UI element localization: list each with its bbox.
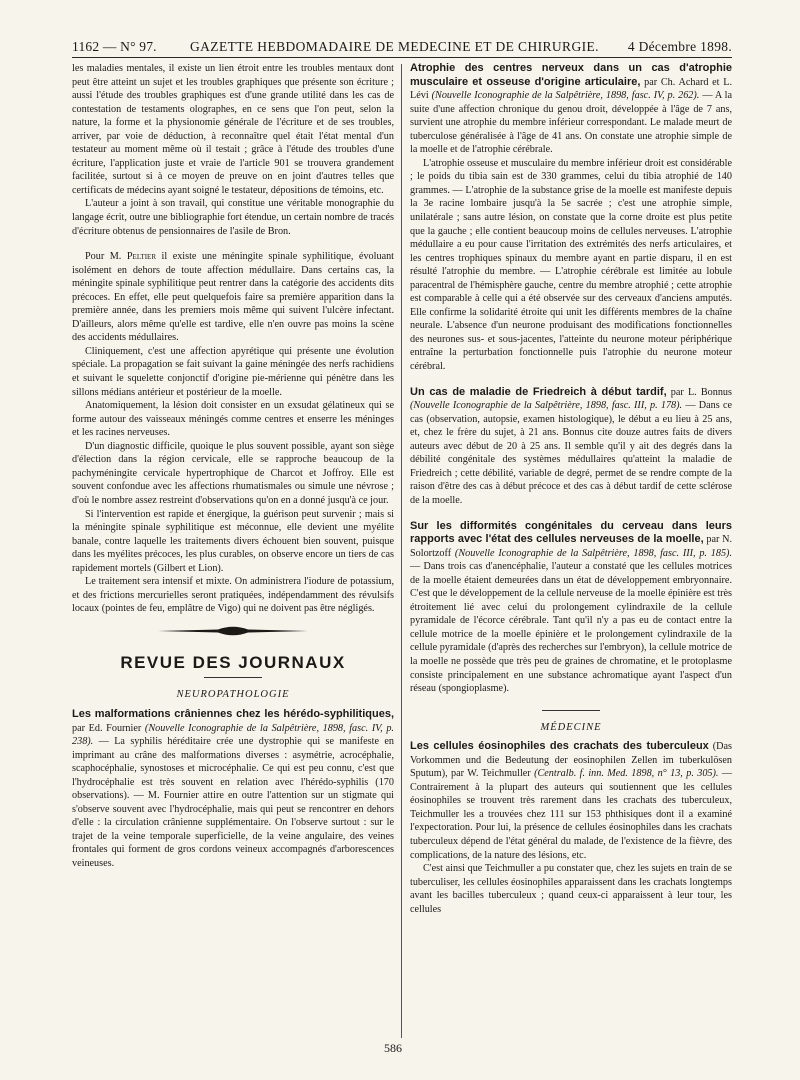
article-author: par Ch. Achard et L. Lévi (410, 76, 733, 102)
running-header (72, 38, 732, 58)
article (410, 62, 732, 157)
article-reference: (Das Vorkommen und die Bedeutung der eosinophilen Zellen im tuberkulösen Sputum), (410, 741, 732, 780)
section-title: REVUE DES JOURNAUX (120, 652, 346, 672)
article-author: par W. Teichmuller (451, 768, 531, 780)
ornament-divider-icon (158, 624, 308, 638)
issue-number: 1162 — N° 97. (72, 39, 157, 54)
divider (542, 710, 600, 711)
article-body: — Dans ce cas (observation, autopsie, examen histologique), le début a eu lieu à 25 ans, et, chez le frère du sujet, à 21 ans. Bonnus cite douze autres faits de divers auteurs avec début de 20 à 25 ans. Il semble qu'il y ait des degrés dans la débilité congénitale des systèmes médullaires qu'atteint la maladie de Friedreich ; cette débilité, variable de degré, permet de se rendre compte de la raison d'être des cas à début précoce et des cas à début tardif de cette sclérose de la moelle. (410, 400, 733, 506)
journal-title: GAZETTE HEBDOMADAIRE DE MEDECINE ET DE CHIRURGIE. (190, 39, 599, 54)
article-author: par L. Bonnus (670, 386, 732, 398)
article-title: Les cellules éosinophiles des crachats des tuberculeux (410, 740, 709, 753)
article-body: — Dans trois cas d'anencéphalie, l'auteur a constaté que les cellules motrices de la moelle étaient demeurées dans un état de développement embryonnaire. C'est que le développement de la cellule nerveuse de la moelle épinière est très étroitement lié avec celui du prolongement cylindraxile de la cellule pyramidale de l'écorce cérébrale. Tant qu'il n'y a pas eu de contact entre la cellule motrice de la moelle épinière et le prolongement cylindraxile de la cellule pyramidale (d'après des recherches sur l'embryon), la cellule motrice de la moelle ne possède que très peu de graines de chromatine, et le protoplasme consiste principalement en une substance achromatique ayant l'aspect d'un réseau (spongioplasme). (410, 561, 732, 695)
paragraph: Cliniquement, c'est une affection apyrétique qui présente une évolution spéciale. La propagation se fait suivant la gaine méningée des nerfs rachidiens et suivant le squelette conjonctif d'origine pie-mérienne qui pénètre dans les sillons médians antérieur et postérieur de la moelle. (72, 345, 394, 398)
article (410, 386, 732, 508)
article-title: Sur les difformités congénitales du cerveau dans leurs rapports avec l'état des cellules nerveuses de la moelle, (410, 519, 732, 546)
paragraph: D'un diagnostic difficile, quoique le plus souvent possible, ayant son siège d'élection dans la région cervicale, elle se rapproche beaucoup de la pachyméningite cervicale hypertrophique de Charcot et Joffroy. Elle est souvent confondue avec les affections rhumatismales ou simule une névrose ; d'où le nombre assez restreint d'observations qu'on en a donné jusqu'à ce jour. (72, 440, 394, 506)
paragraph: L'atrophie osseuse et musculaire du membre inférieur droit est considérable ; le poids du tibia sain est de 330 grammes, celui du tibia atrophié de 140 grammes. — L'atrophie de la substance grise de la moelle est manifeste depuis la 3e racine lombaire jusqu'à la 5e sacrée ; c'est une atrophie simple, unilatérale ; sans autre lésion, on constate que la corne droite est plus petite que la gauche ; elle contient beaucoup moins de cellules nerveuses. L'atrophie médullaire a eu pour cause l'irritation des extrémités des nerfs articulaires, et les centres trophiques spinaux du membre ayant en partie disparu, il en est résulté l'atrophie du membre. — L'atrophie cérébrale est limitée au lobule paracentral de l'hémisphère gauche, centre du membre atrophié ; cette atrophie est comparable à celle qui a été observée sur des cerveaux d'anciens amputés. Elle confirme la solidarité étroite qui unit les différents membres de la chaîne neurale. L'absence d'un neurone produisant des modifications fonctionnelles des neurones sus- et sous-jacentes, l'atteinte du neurone moteur périphérique entraîne la perturbation fonctionnelle puis l'atrophie du neurone moteur cérébral. (410, 157, 732, 373)
article-reference: (Nouvelle Iconographie de la Salpêtrière, 1898, fasc. IV, p. 262). (431, 90, 700, 102)
right-column (410, 62, 732, 916)
text: il existe une méningite spinale syphilitique, évoluant isolément en dehors de toute affection médullaire. Dans certains cas, la méningite spinale syphilitique peut rentrer dans la catégorie des accidents dits précoces. En effet, elle peut quelquefois faire sa première apparition dans la première année, dans les premiers mois même qui suivent l'ulcère infectant. D'ailleurs, alors même qu'elle est tardive, elle n'en ouvre pas moins la scène des accidents médullaires. (72, 251, 395, 344)
column-rule (401, 64, 402, 1038)
article-reference: (Nouvelle Iconographie de la Salpêtrière, 1898, fasc. III, p. 185). (454, 547, 732, 559)
paragraph: Le traitement sera intensif et mixte. On administrera l'iodure de potassium, et des frictions mercurielles seront pratiquées, indépendamment des révulsifs locaux (pointes de feu, emplâtre de Vigo) qui ne doivent pas être négligés. (72, 576, 394, 615)
paragraph: Anatomiquement, la lésion doit consister en un exsudat gélatineux qui se forme autour des vaisseaux méningés comme centres et enserre les méninges et les racines nerveuses. (72, 400, 394, 439)
article-author: par Ed. Fournier (72, 722, 142, 734)
paragraph: les maladies mentales, il existe un lien étroit entre les troubles mentaux dont peut être atteint un sujet et les troubles graphiques que présente son écriture ; aussi l'étude des troubles graphiques est d'une grande utilité dans les cas de contestation de testaments olographes, en ce sens que l'on peut, selon la nature, la forme et la physionomie générale de l'écriture et de ses troubles, arriver, par voie de déduction, à reconnaître quel était l'état mental d'un testateur au moment même où il testait ; grâce à l'étude des troubles d'une écriture, l'application juste et vraie de l'article 901 se trouvera grandement facilitée, surtout si à ce moyen de preuve on en joint d'autres telles que certificats de médecins ayant soigné le testateur, dépositions de témoins, etc. (72, 63, 394, 196)
article-body: — La syphilis héréditaire crée une dystrophie qui se manifeste en imprimant au crâne des malformations diverses : asymétrie, acrocéphalie, scaphocéphalie, synostoses et microcéphalie. Ce qui est peu connu, c'est que l'hydrocéphalie est très souvent en relation avec l'hérédo-syphilis (170 observations). — M. Fournier attire en outre l'attention sur un stigmate qui s'observe souvent avec l'hydrocéphalie, mais qui peut se rencontrer en dehors d'elle : la circulation crânienne supplémentaire. On l'observe surtout : sur le trajet de la veine temporale superficielle, de la veine angulaire, des veines frontales qui forment de gros cordons veineux accompagnés d'arborescences veineuses. (72, 736, 394, 869)
article-author: par N. Solortzoff (410, 534, 732, 559)
page-number: 586 (384, 1041, 402, 1055)
divider (204, 677, 262, 678)
article-reference: (Centralb. f. inn. Med. 1898, n° 13, p. 305). (534, 768, 719, 780)
article-title: Un cas de maladie de Friedreich à début tardif, (410, 385, 667, 398)
subsection-title: MÉDECINE (540, 721, 602, 733)
article (72, 708, 394, 871)
paragraph: C'est ainsi que Teichmuller a pu constater que, chez les sujets en train de se tuberculiser, les cellules éosinophiles apparaissent dans les crachats longtemps avant les bacilles tuberculeux ; quand ceux-ci apparaissent à leur tour, les cellules (410, 863, 732, 915)
paragraph: Si l'intervention est rapide et énergique, la guérison peut survenir ; mais si la méningite spinale syphilitique est méconnue, elle devient une myélite banale, contre laquelle les traitements divers échouent bien souvent, puisque dans les myélites précoces, les plus curables, on observe encore un tiers de cas rapidement mortels (Gilbert et Lion). (72, 508, 394, 574)
text: Pour M. (85, 251, 122, 263)
author-name: Peltier (126, 251, 157, 263)
article-reference: (Nouvelle Iconographie de la Salpêtrière, 1898, fasc. III, p. 178). (410, 400, 683, 412)
article-title: Atrophie des centres nerveux dans un cas d'atrophie musculaire et osseuse d'origine articulaire, (410, 62, 732, 88)
article-reference: (Nouvelle Iconographie de la Salpêtrière, 1898, fasc. IV, p. 238). (72, 722, 394, 748)
article (410, 520, 732, 696)
left-column (72, 62, 394, 871)
article-title: Les malformations crâniennes chez les hérédo-syphilitiques, (72, 707, 394, 720)
article-body: — Contrairement à la plupart des auteurs qui soutiennent que les cellules éosinophiles se trouvent très rarement dans les crachats des tuberculeux, Teichmuller les a trouvées chez 111 sur 153 phthisiques dont il a examiné l'expectoration. Pour lui, la présence de cellules éosinophiles dans les crachats tuberculeux dépend de l'état général du malade, de l'existence de la fièvre, des complications, de la nature des lésions, etc. (410, 768, 733, 861)
subsection-title: NEUROPATHOLOGIE (176, 689, 290, 701)
paragraph: L'auteur a joint à son travail, qui constitue une véritable monographie du langage écrit, outre une bibliographie fort étendue, un certain nombre de tracés d'écriture obtenus de pensionnaires de l'asile de Bron. (72, 198, 394, 237)
article (410, 740, 732, 862)
article-body: — A la suite d'une affection chronique du genou droit, développée à l'âge de 7 ans, survient une atrophie du membre inférieur correspondant. Le malade meurt de tuberculose généralisée à l'âge de 41 ans. On constate une atrophie simple de la moelle et de l'atrophie cérébrale. (410, 90, 733, 156)
paragraph (72, 250, 394, 345)
issue-date: 4 Décembre 1898. (627, 39, 732, 54)
